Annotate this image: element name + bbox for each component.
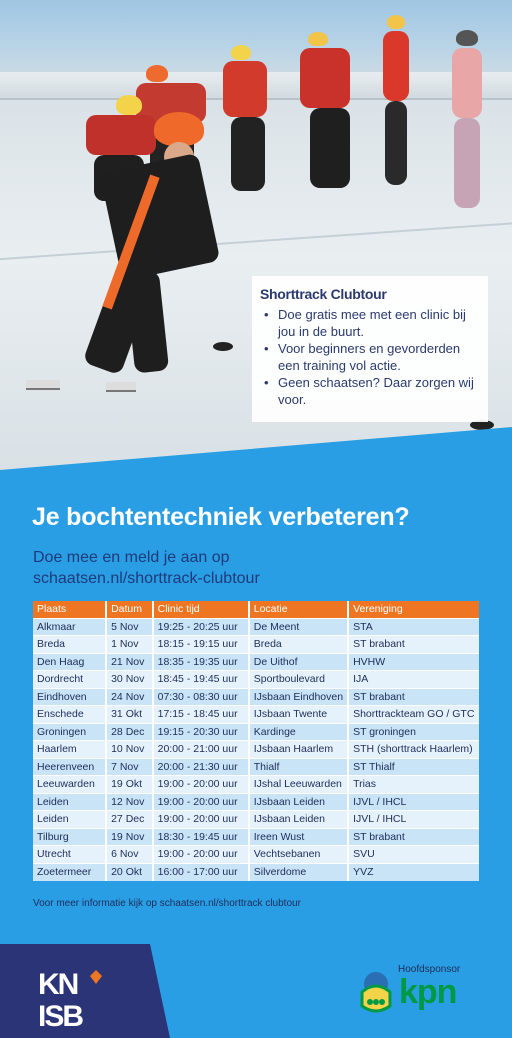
cell-vereniging: Trias xyxy=(348,776,479,794)
table-header-row xyxy=(33,601,479,618)
clubtour-info-box xyxy=(252,276,488,422)
cell-locatie: IJsbaan Twente xyxy=(249,706,348,724)
cell-vereniging: IJVL / IHCL xyxy=(348,811,479,829)
col-header-tijd: Clinic tijd xyxy=(153,601,249,618)
info-bullet: • Doe gratis mee met een clinic bij jou in de buurt. xyxy=(260,306,476,340)
cell-tijd: 20:00 - 21:30 uur xyxy=(153,758,249,776)
clinic-schedule-table xyxy=(33,601,479,881)
cell-vereniging: ST Thialf xyxy=(348,758,479,776)
cell-datum: 6 Nov xyxy=(106,846,153,864)
cell-locatie: IJsbaan Leiden xyxy=(249,793,348,811)
footer-note: Voor meer informatie kijk op schaatsen.nl/shorttrack clubtour xyxy=(33,898,301,909)
cell-vereniging: Shorttrackteam GO / GTC xyxy=(348,706,479,724)
cell-datum: 5 Nov xyxy=(106,618,153,636)
cell-locatie: De Meent xyxy=(249,618,348,636)
cell-vereniging: STA xyxy=(348,618,479,636)
cell-datum: 1 Nov xyxy=(106,636,153,654)
cell-vereniging: ST brabant xyxy=(348,636,479,654)
cell-datum: 20 Okt xyxy=(106,863,153,881)
cell-tijd: 17:15 - 18:45 uur xyxy=(153,706,249,724)
signup-url[interactable]: schaatsen.nl/shorttrack-clubtour xyxy=(33,570,260,587)
svg-text:KN: KN xyxy=(38,968,78,1001)
cell-plaats: Groningen xyxy=(33,723,106,741)
cell-datum: 19 Okt xyxy=(106,776,153,794)
sponsor-name: kpn xyxy=(399,973,457,1011)
cell-datum: 19 Nov xyxy=(106,828,153,846)
col-header-locatie: Locatie xyxy=(249,601,348,618)
cell-locatie: Thialf xyxy=(249,758,348,776)
cell-tijd: 20:00 - 21:00 uur xyxy=(153,741,249,759)
skater xyxy=(215,45,285,195)
cell-locatie: IJsbaan Eindhoven xyxy=(249,688,348,706)
cell-vereniging: IJA xyxy=(348,671,479,689)
cell-locatie: Sportboulevard xyxy=(249,671,348,689)
cell-datum: 24 Nov xyxy=(106,688,153,706)
table-row xyxy=(33,653,479,671)
cell-datum: 12 Nov xyxy=(106,793,153,811)
cell-datum: 21 Nov xyxy=(106,653,153,671)
cell-tijd: 07:30 - 08:30 uur xyxy=(153,688,249,706)
cell-locatie: Ireen Wust xyxy=(249,828,348,846)
cell-plaats: Utrecht xyxy=(33,846,106,864)
cell-plaats: Zoetermeer xyxy=(33,863,106,881)
cell-datum: 10 Nov xyxy=(106,741,153,759)
skater xyxy=(375,15,415,185)
table-row xyxy=(33,863,479,881)
cell-locatie: Kardinge xyxy=(249,723,348,741)
info-bullet: • Voor beginners en gevorderden een training vol actie. xyxy=(260,340,476,374)
info-title: Shorttrack Clubtour xyxy=(260,286,387,302)
cell-plaats: Alkmaar xyxy=(33,618,106,636)
cell-tijd: 19:25 - 20:25 uur xyxy=(153,618,249,636)
skater xyxy=(440,30,490,210)
hockey-puck xyxy=(213,342,233,351)
cell-plaats: Den Haag xyxy=(33,653,106,671)
cell-plaats: Enschede xyxy=(33,706,106,724)
cell-tijd: 18:45 - 19:45 uur xyxy=(153,671,249,689)
cell-vereniging: SVU xyxy=(348,846,479,864)
info-bullet: • Geen schaatsen? Daar zorgen wij voor. xyxy=(260,374,476,408)
signup-line: Doe mee en meld je aan op xyxy=(33,549,230,566)
cell-datum: 27 Dec xyxy=(106,811,153,829)
cell-locatie: De Uithof xyxy=(249,653,348,671)
cell-vereniging: IJVL / IHCL xyxy=(348,793,479,811)
cell-vereniging: ST groningen xyxy=(348,723,479,741)
sponsor-label: Hoofdsponsor xyxy=(398,964,461,975)
cell-locatie: Breda xyxy=(249,636,348,654)
cell-tijd: 19:15 - 20:30 uur xyxy=(153,723,249,741)
cell-datum: 30 Nov xyxy=(106,671,153,689)
cell-locatie: IJsbaan Haarlem xyxy=(249,741,348,759)
cell-locatie: Silverdome xyxy=(249,863,348,881)
table-row xyxy=(33,811,479,829)
cell-locatie: IJshal Leeuwarden xyxy=(249,776,348,794)
cell-locatie: IJsbaan Leiden xyxy=(249,811,348,829)
col-header-vereniging: Vereniging xyxy=(348,601,479,618)
table-row xyxy=(33,776,479,794)
table-row xyxy=(33,793,479,811)
cell-vereniging: ST brabant xyxy=(348,828,479,846)
table-row xyxy=(33,758,479,776)
table-row xyxy=(33,706,479,724)
cell-tijd: 18:35 - 19:35 uur xyxy=(153,653,249,671)
cell-plaats: Dordrecht xyxy=(33,671,106,689)
cell-tijd: 19:00 - 20:00 uur xyxy=(153,811,249,829)
col-header-datum: Datum xyxy=(106,601,153,618)
cell-tijd: 18:30 - 19:45 uur xyxy=(153,828,249,846)
cell-locatie: Vechtsebanen xyxy=(249,846,348,864)
cell-tijd: 19:00 - 20:00 uur xyxy=(153,776,249,794)
cell-datum: 31 Okt xyxy=(106,706,153,724)
col-header-plaats: Plaats xyxy=(33,601,106,618)
skater xyxy=(290,32,370,192)
cell-plaats: Heerenveen xyxy=(33,758,106,776)
svg-text:ISB: ISB xyxy=(38,1000,83,1028)
cell-datum: 7 Nov xyxy=(106,758,153,776)
table-row xyxy=(33,828,479,846)
table-row xyxy=(33,688,479,706)
cell-plaats: Leiden xyxy=(33,793,106,811)
front-skater xyxy=(30,112,220,402)
knsb-logo xyxy=(38,966,128,1028)
headline: Je bochtentechniek verbeteren? xyxy=(32,503,410,531)
table-row xyxy=(33,741,479,759)
skaters-photo xyxy=(0,0,512,470)
cell-vereniging: STH (shorttrack Haarlem) xyxy=(348,741,479,759)
cell-plaats: Breda xyxy=(33,636,106,654)
cell-tijd: 19:00 - 20:00 uur xyxy=(153,846,249,864)
table-row xyxy=(33,846,479,864)
cell-datum: 28 Dec xyxy=(106,723,153,741)
cell-plaats: Haarlem xyxy=(33,741,106,759)
table-row xyxy=(33,723,479,741)
cell-plaats: Tilburg xyxy=(33,828,106,846)
info-bullets xyxy=(260,306,476,408)
cell-vereniging: YVZ xyxy=(348,863,479,881)
cell-plaats: Eindhoven xyxy=(33,688,106,706)
cell-tijd: 18:15 - 19:15 uur xyxy=(153,636,249,654)
cell-tijd: 16:00 - 17:00 uur xyxy=(153,863,249,881)
cell-tijd: 19:00 - 20:00 uur xyxy=(153,793,249,811)
cell-plaats: Leiden xyxy=(33,811,106,829)
table-row xyxy=(33,618,479,636)
cell-plaats: Leeuwarden xyxy=(33,776,106,794)
cell-vereniging: HVHW xyxy=(348,653,479,671)
table-row xyxy=(33,671,479,689)
table-row xyxy=(33,636,479,654)
cell-vereniging: ST brabant xyxy=(348,688,479,706)
